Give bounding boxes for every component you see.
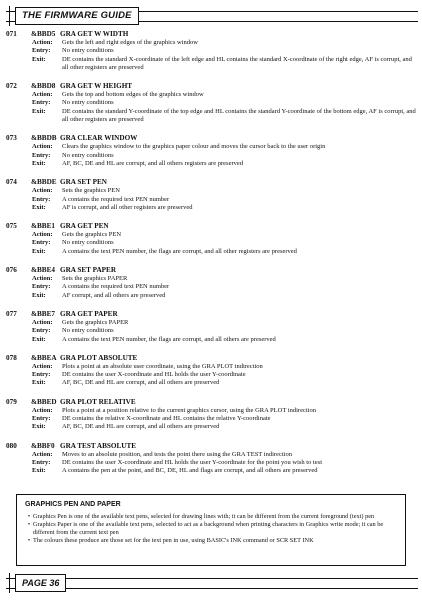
- firmware-entry: [6, 178, 416, 212]
- entry-routine-name: GRA GET PAPER: [60, 309, 118, 318]
- entry-label: Entry:: [32, 327, 51, 335]
- entry-exit-row: [6, 336, 416, 344]
- firmware-entry: [6, 30, 416, 72]
- bullet-text: Graphics Pen is one of the available text pens, selected for drawing lines with; it can be different from the current foreground (text) pen: [33, 513, 375, 520]
- entry-number: 072: [6, 82, 17, 91]
- exit-label: Exit:: [32, 107, 46, 115]
- graphics-pen-paper-box: [16, 494, 406, 566]
- box-title: GRAPHICS PEN AND PAPER: [25, 501, 121, 508]
- firmware-entry: [6, 222, 416, 256]
- entry-heading: [6, 266, 416, 275]
- entry-heading: [6, 178, 416, 187]
- entry-label: Entry:: [32, 458, 51, 466]
- firmware-entries: [6, 30, 416, 486]
- entry-exit-row: [6, 292, 416, 300]
- entry-exit-row: [6, 56, 416, 73]
- entry-action-row: [6, 187, 416, 195]
- exit-label: Exit:: [32, 467, 46, 475]
- entry-heading: [6, 354, 416, 363]
- entry-exit-row: [6, 160, 416, 168]
- entry-entry-row: [6, 327, 416, 335]
- entry-number: 079: [6, 397, 17, 406]
- entry-entry-row: [6, 99, 416, 107]
- entry-address: &BBE4: [31, 266, 55, 275]
- entry-text: DE contains the user X-coordinate and HL holds the user Y-coordinate: [62, 371, 246, 379]
- entry-entry-row: [6, 415, 416, 423]
- entry-text: DE contains the user X-coordinate and HL holds the user Y-coordinate for the point you wish to test: [62, 458, 322, 466]
- entry-action-row: [6, 451, 416, 459]
- entry-address: &BBE7: [31, 309, 55, 318]
- action-label: Action:: [32, 275, 53, 283]
- entry-entry-row: [6, 239, 416, 247]
- action-text: Gets the graphics PEN: [62, 231, 122, 239]
- action-text: Sets the graphics PAPER: [62, 275, 128, 283]
- entry-action-row: [6, 407, 416, 415]
- firmware-entry: [6, 310, 416, 344]
- firmware-entry: [6, 134, 416, 168]
- entry-text: No entry conditions: [62, 99, 114, 107]
- entry-text: DE contains the relative X-coordinate and HL contains the relative Y-coordinate: [62, 415, 271, 423]
- action-label: Action:: [32, 143, 53, 151]
- entry-number: 076: [6, 266, 17, 275]
- exit-text: AF corrupt, and all others are preserved: [62, 291, 166, 299]
- entry-label: Entry:: [32, 47, 51, 55]
- entry-label: Entry:: [32, 239, 51, 247]
- entry-routine-name: GRA CLEAR WINDOW: [60, 134, 138, 143]
- action-label: Action:: [32, 406, 53, 414]
- entry-heading: [6, 222, 416, 231]
- action-label: Action:: [32, 187, 53, 195]
- action-text: Plots a point at a position relative to the current graphics cursor, using the GRA PLOT indirection: [62, 406, 316, 414]
- entry-entry-row: [6, 283, 416, 291]
- entry-label: Entry:: [32, 195, 51, 203]
- exit-label: Exit:: [32, 247, 46, 255]
- entry-address: &BBED: [31, 397, 57, 406]
- entry-heading: [6, 398, 416, 407]
- exit-label: Exit:: [32, 203, 46, 211]
- firmware-entry: [6, 82, 416, 124]
- entry-address: &BBD8: [31, 82, 56, 91]
- action-text: Gets the top and bottom edges of the graphics window: [62, 91, 204, 99]
- action-text: Sets the graphics PEN: [62, 187, 120, 195]
- entry-action-row: [6, 143, 416, 151]
- entry-exit-row: [6, 108, 416, 125]
- entry-label: Entry:: [32, 99, 51, 107]
- entry-routine-name: GRA PLOT ABSOLUTE: [60, 353, 138, 362]
- guide-title: THE FIRMWARE GUIDE: [15, 7, 139, 25]
- entry-address: &BBEA: [31, 353, 57, 362]
- footer-rule-bottom: [6, 588, 418, 589]
- exit-text: AF is corrupt, and all other registers are preserved: [62, 203, 193, 211]
- exit-text: AF, BC, DE and HL are corrupt, and all others are preserved: [62, 379, 220, 387]
- entry-action-row: [6, 91, 416, 99]
- entry-address: &BBDB: [31, 134, 57, 143]
- entry-routine-name: GRA GET W HEIGHT: [60, 82, 133, 91]
- entry-text: A contains the required text PEN number: [62, 283, 170, 291]
- exit-label: Exit:: [32, 291, 46, 299]
- exit-label: Exit:: [32, 423, 46, 431]
- action-label: Action:: [32, 231, 53, 239]
- header-edge: [9, 6, 10, 26]
- action-label: Action:: [32, 39, 53, 46]
- entry-routine-name: GRA PLOT RELATIVE: [60, 397, 136, 406]
- entry-exit-row: [6, 467, 416, 475]
- footer-rule-top: [6, 578, 418, 579]
- entry-text: No entry conditions: [62, 47, 114, 55]
- entry-routine-name: GRA SET PAPER: [60, 266, 117, 275]
- action-text: Plots a point at an absolute user coordinate, using the GRA PLOT indirection: [62, 362, 263, 370]
- action-label: Action:: [32, 91, 53, 99]
- entry-address: &BBE1: [31, 222, 55, 231]
- entry-exit-row: [6, 248, 416, 256]
- exit-label: Exit:: [32, 379, 46, 387]
- entry-entry-row: [6, 152, 416, 160]
- exit-text: DE contains the standard X-coordinate of the left edge and HL contains the standard X-coordinate of the right edge, AF is corrupt, and all other registers are preserved: [62, 55, 412, 71]
- page-number: PAGE 36: [15, 574, 66, 592]
- entry-number: 073: [6, 134, 17, 143]
- firmware-entry: [6, 398, 416, 432]
- entry-heading: [6, 310, 416, 319]
- entry-address: &BBF0: [31, 441, 55, 450]
- entry-heading: [6, 30, 416, 39]
- entry-routine-name: GRA SET PEN: [60, 178, 107, 187]
- footer-edge: [9, 573, 10, 593]
- entry-label: Entry:: [32, 415, 51, 423]
- exit-text: DE contains the standard Y-coordinate of the top edge and HL contains the standard Y-coordinate of the bottom edge, AF is corrupt, and all other registers are preserved: [62, 107, 416, 124]
- entry-text: No entry conditions: [62, 239, 114, 247]
- exit-text: AF, BC, DE and HL are corrupt, and all others registers are preserved: [62, 159, 243, 167]
- entry-label: Entry:: [32, 283, 51, 291]
- page-header: [6, 6, 418, 26]
- firmware-entry: [6, 442, 416, 476]
- action-label: Action:: [32, 450, 53, 458]
- exit-text: A contains the text PEN number, the flags are corrupt, and all other registers are preserved: [62, 247, 297, 255]
- box-bullet: • Graphics Paper is one of the available text pens, selected to act as a background when printing characters in Graphics write mode; it can be different from the current text pen: [25, 521, 397, 537]
- action-label: Action:: [32, 318, 53, 326]
- entry-entry-row: [6, 459, 416, 467]
- entry-heading: [6, 134, 416, 143]
- action-text: Gets the left and right edges of the graphics window: [62, 39, 198, 46]
- exit-text: AF, BC, DE and HL are corrupt, and all others are preserved: [62, 423, 220, 431]
- entry-label: Entry:: [32, 371, 51, 379]
- exit-label: Exit:: [32, 159, 46, 167]
- entry-number: 071: [6, 30, 17, 38]
- entry-routine-name: GRA GET W WIDTH: [60, 30, 129, 38]
- entry-number: 080: [6, 441, 17, 450]
- box-bullet: • The colours these produce are those set for the text pen in use, using BASIC's INK command or SCR SET INK: [25, 537, 397, 545]
- entry-number: 075: [6, 222, 17, 231]
- bullet-text: Graphics Paper is one of the available text pens, selected to act as a background when printing characters in Graphics write mode; it can be different from the current text pen: [33, 521, 384, 536]
- entry-text: No entry conditions: [62, 327, 114, 335]
- firmware-entry: [6, 266, 416, 300]
- action-text: Moves to an absolute position, and tests the point there using the GRA TEST indirection: [62, 450, 292, 458]
- entry-action-row: [6, 231, 416, 239]
- entry-label: Entry:: [32, 151, 51, 159]
- entry-number: 078: [6, 353, 17, 362]
- entry-exit-row: [6, 379, 416, 387]
- entry-entry-row: [6, 47, 416, 55]
- entry-heading: [6, 82, 416, 91]
- entry-exit-row: [6, 204, 416, 212]
- entry-action-row: [6, 39, 416, 47]
- exit-text: A contains the pen at the point, and BC, DE, HL and flags are corrupt, and all others are preserved: [62, 467, 318, 475]
- entry-address: &BBDE: [31, 178, 57, 187]
- entry-routine-name: GRA GET PEN: [60, 222, 109, 231]
- box-bullet: • Graphics Pen is one of the available text pens, selected for drawing lines with; it can be different from the current foreground (text) pen: [25, 513, 397, 521]
- entry-entry-row: [6, 196, 416, 204]
- entry-text: A contains the required text PEN number: [62, 195, 170, 203]
- entry-action-row: [6, 319, 416, 327]
- entry-action-row: [6, 275, 416, 283]
- entry-address: &BBD5: [31, 30, 56, 38]
- entry-text: No entry conditions: [62, 151, 114, 159]
- action-text: Clears the graphics window to the graphics paper colour and moves the cursor back to the user origin: [62, 143, 326, 151]
- entry-number: 077: [6, 309, 17, 318]
- exit-label: Exit:: [32, 55, 46, 63]
- entry-heading: [6, 442, 416, 451]
- action-label: Action:: [32, 362, 53, 370]
- bullet-text: The colours these produce are those set for the text pen in use, using BASIC's INK command or SCR SET INK: [33, 537, 314, 544]
- action-text: Gets the graphics PAPER: [62, 318, 129, 326]
- firmware-entry: [6, 354, 416, 388]
- exit-label: Exit:: [32, 335, 46, 343]
- exit-text: A contains the text PEN number, the flags are corrupt, and all others are preserved: [62, 335, 276, 343]
- entry-routine-name: GRA TEST ABSOLUTE: [60, 441, 137, 450]
- page-footer: [6, 573, 418, 593]
- entry-exit-row: [6, 423, 416, 431]
- entry-entry-row: [6, 371, 416, 379]
- entry-number: 074: [6, 178, 17, 187]
- entry-action-row: [6, 363, 416, 371]
